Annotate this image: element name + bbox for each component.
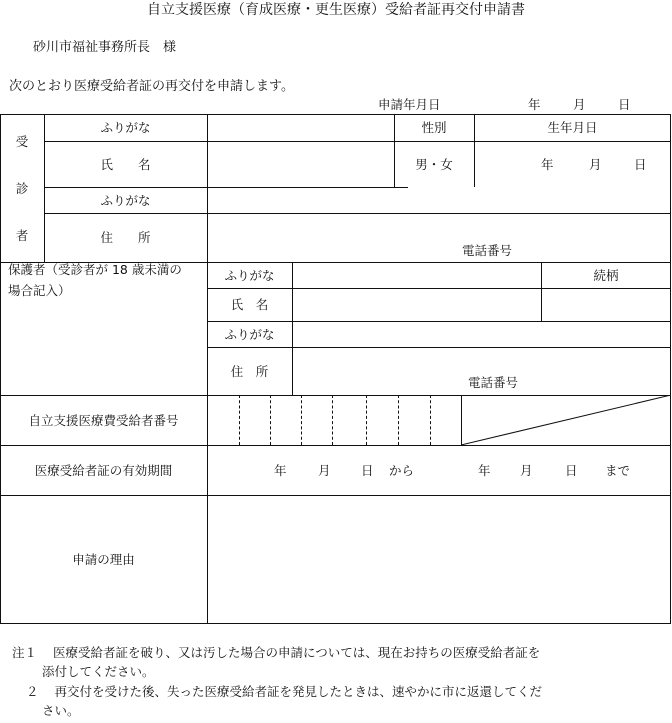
guardian-address-field[interactable] — [292, 347, 671, 395]
dob-month: 月 — [589, 156, 602, 172]
validity-from: から — [389, 462, 415, 478]
patient-furigana-field[interactable] — [207, 114, 394, 141]
validity-from-day: 日 — [361, 462, 374, 478]
guardian-phone-label: 電話番号 — [468, 375, 519, 390]
guardian-address-furigana-field[interactable] — [292, 321, 671, 347]
application-date-month: 月 — [573, 97, 586, 112]
intro-text: 次のとおり医療受給者証の再交付を申請します。 — [9, 79, 294, 94]
note-text: 医療受給者証を破り、又は汚した場合の申請については、現在お持ちの医療受給者証を — [53, 645, 541, 660]
addressee: 砂川市福祉事務所長 様 — [33, 40, 177, 55]
note-text: 再交付を受けた後、失った医療受給者証を発見したときは、速やかに市に返還してくだ — [54, 683, 543, 699]
recipient-number-diagonal — [461, 395, 671, 445]
guardian-address-furigana-label: ふりがな — [224, 326, 275, 342]
guardian-furigana-field[interactable] — [292, 262, 541, 288]
form-title: 自立支援医療（育成医療・更生医療）受給者証再交付申請書 — [147, 2, 525, 18]
patient-name-label: 氏 名 — [100, 156, 151, 172]
patient-section-char: 診 — [15, 180, 29, 196]
guardian-name-label: 氏 名 — [230, 297, 269, 312]
dob-year: 年 — [541, 156, 554, 172]
reason-label: 申請の理由 — [72, 552, 135, 567]
application-date-day: 日 — [618, 97, 631, 112]
validity-to-day: 日 — [565, 462, 578, 478]
dob-field[interactable] — [474, 141, 671, 187]
patient-section-char: 者 — [15, 227, 29, 243]
guardian-address-label: 住 所 — [230, 363, 269, 379]
note-1 — [12, 643, 542, 662]
application-date-year: 年 — [528, 97, 541, 112]
recipient-number-label: 自立支援医療費受給者番号 — [28, 412, 179, 428]
validity-from-year: 年 — [274, 462, 287, 478]
validity-to: まで — [605, 462, 631, 478]
note-number: ２ — [26, 683, 39, 699]
patient-section-label — [0, 114, 44, 262]
patient-name-field[interactable] — [207, 141, 394, 187]
patient-section-char: 受 — [15, 133, 29, 149]
patient-address-label: 住 所 — [100, 230, 151, 245]
application-date-label: 申請年月日 — [378, 97, 441, 112]
note-2 — [12, 682, 542, 701]
gender-label: 性別 — [421, 120, 447, 135]
note-number: 注１ — [12, 645, 38, 660]
patient-address-furigana-field[interactable] — [207, 187, 671, 213]
validity-to-month: 月 — [520, 462, 533, 478]
patient-phone-label: 電話番号 — [462, 243, 513, 258]
patient-address-furigana-label: ふりがな — [100, 192, 151, 208]
validity-field[interactable] — [207, 445, 671, 495]
relation-label: 続柄 — [593, 267, 619, 283]
recipient-number-field[interactable] — [207, 395, 461, 445]
guardian-furigana-label: ふりがな — [224, 267, 275, 283]
notes — [12, 643, 542, 721]
dob-label: 生年月日 — [547, 120, 598, 135]
validity-label: 医療受給者証の有効期間 — [34, 462, 173, 478]
validity-from-month: 月 — [318, 462, 331, 478]
guardian-section-label — [8, 262, 207, 395]
reason-field[interactable] — [207, 495, 671, 624]
validity-to-year: 年 — [478, 462, 491, 478]
gender-choice[interactable]: 男・女 — [415, 156, 453, 172]
dob-day: 日 — [634, 156, 647, 172]
relation-field[interactable] — [541, 288, 671, 321]
patient-address-field[interactable] — [207, 213, 671, 262]
patient-furigana-label: ふりがな — [100, 120, 151, 135]
note-text-continued: さい。 — [42, 703, 80, 719]
guardian-name-field[interactable] — [292, 288, 541, 321]
guardian-label-line2: 場合記入） — [8, 283, 71, 298]
guardian-label-line1: 保護者（受診者が 18 歳未満の — [8, 262, 182, 277]
note-text-continued: 添付してください。 — [42, 664, 155, 680]
